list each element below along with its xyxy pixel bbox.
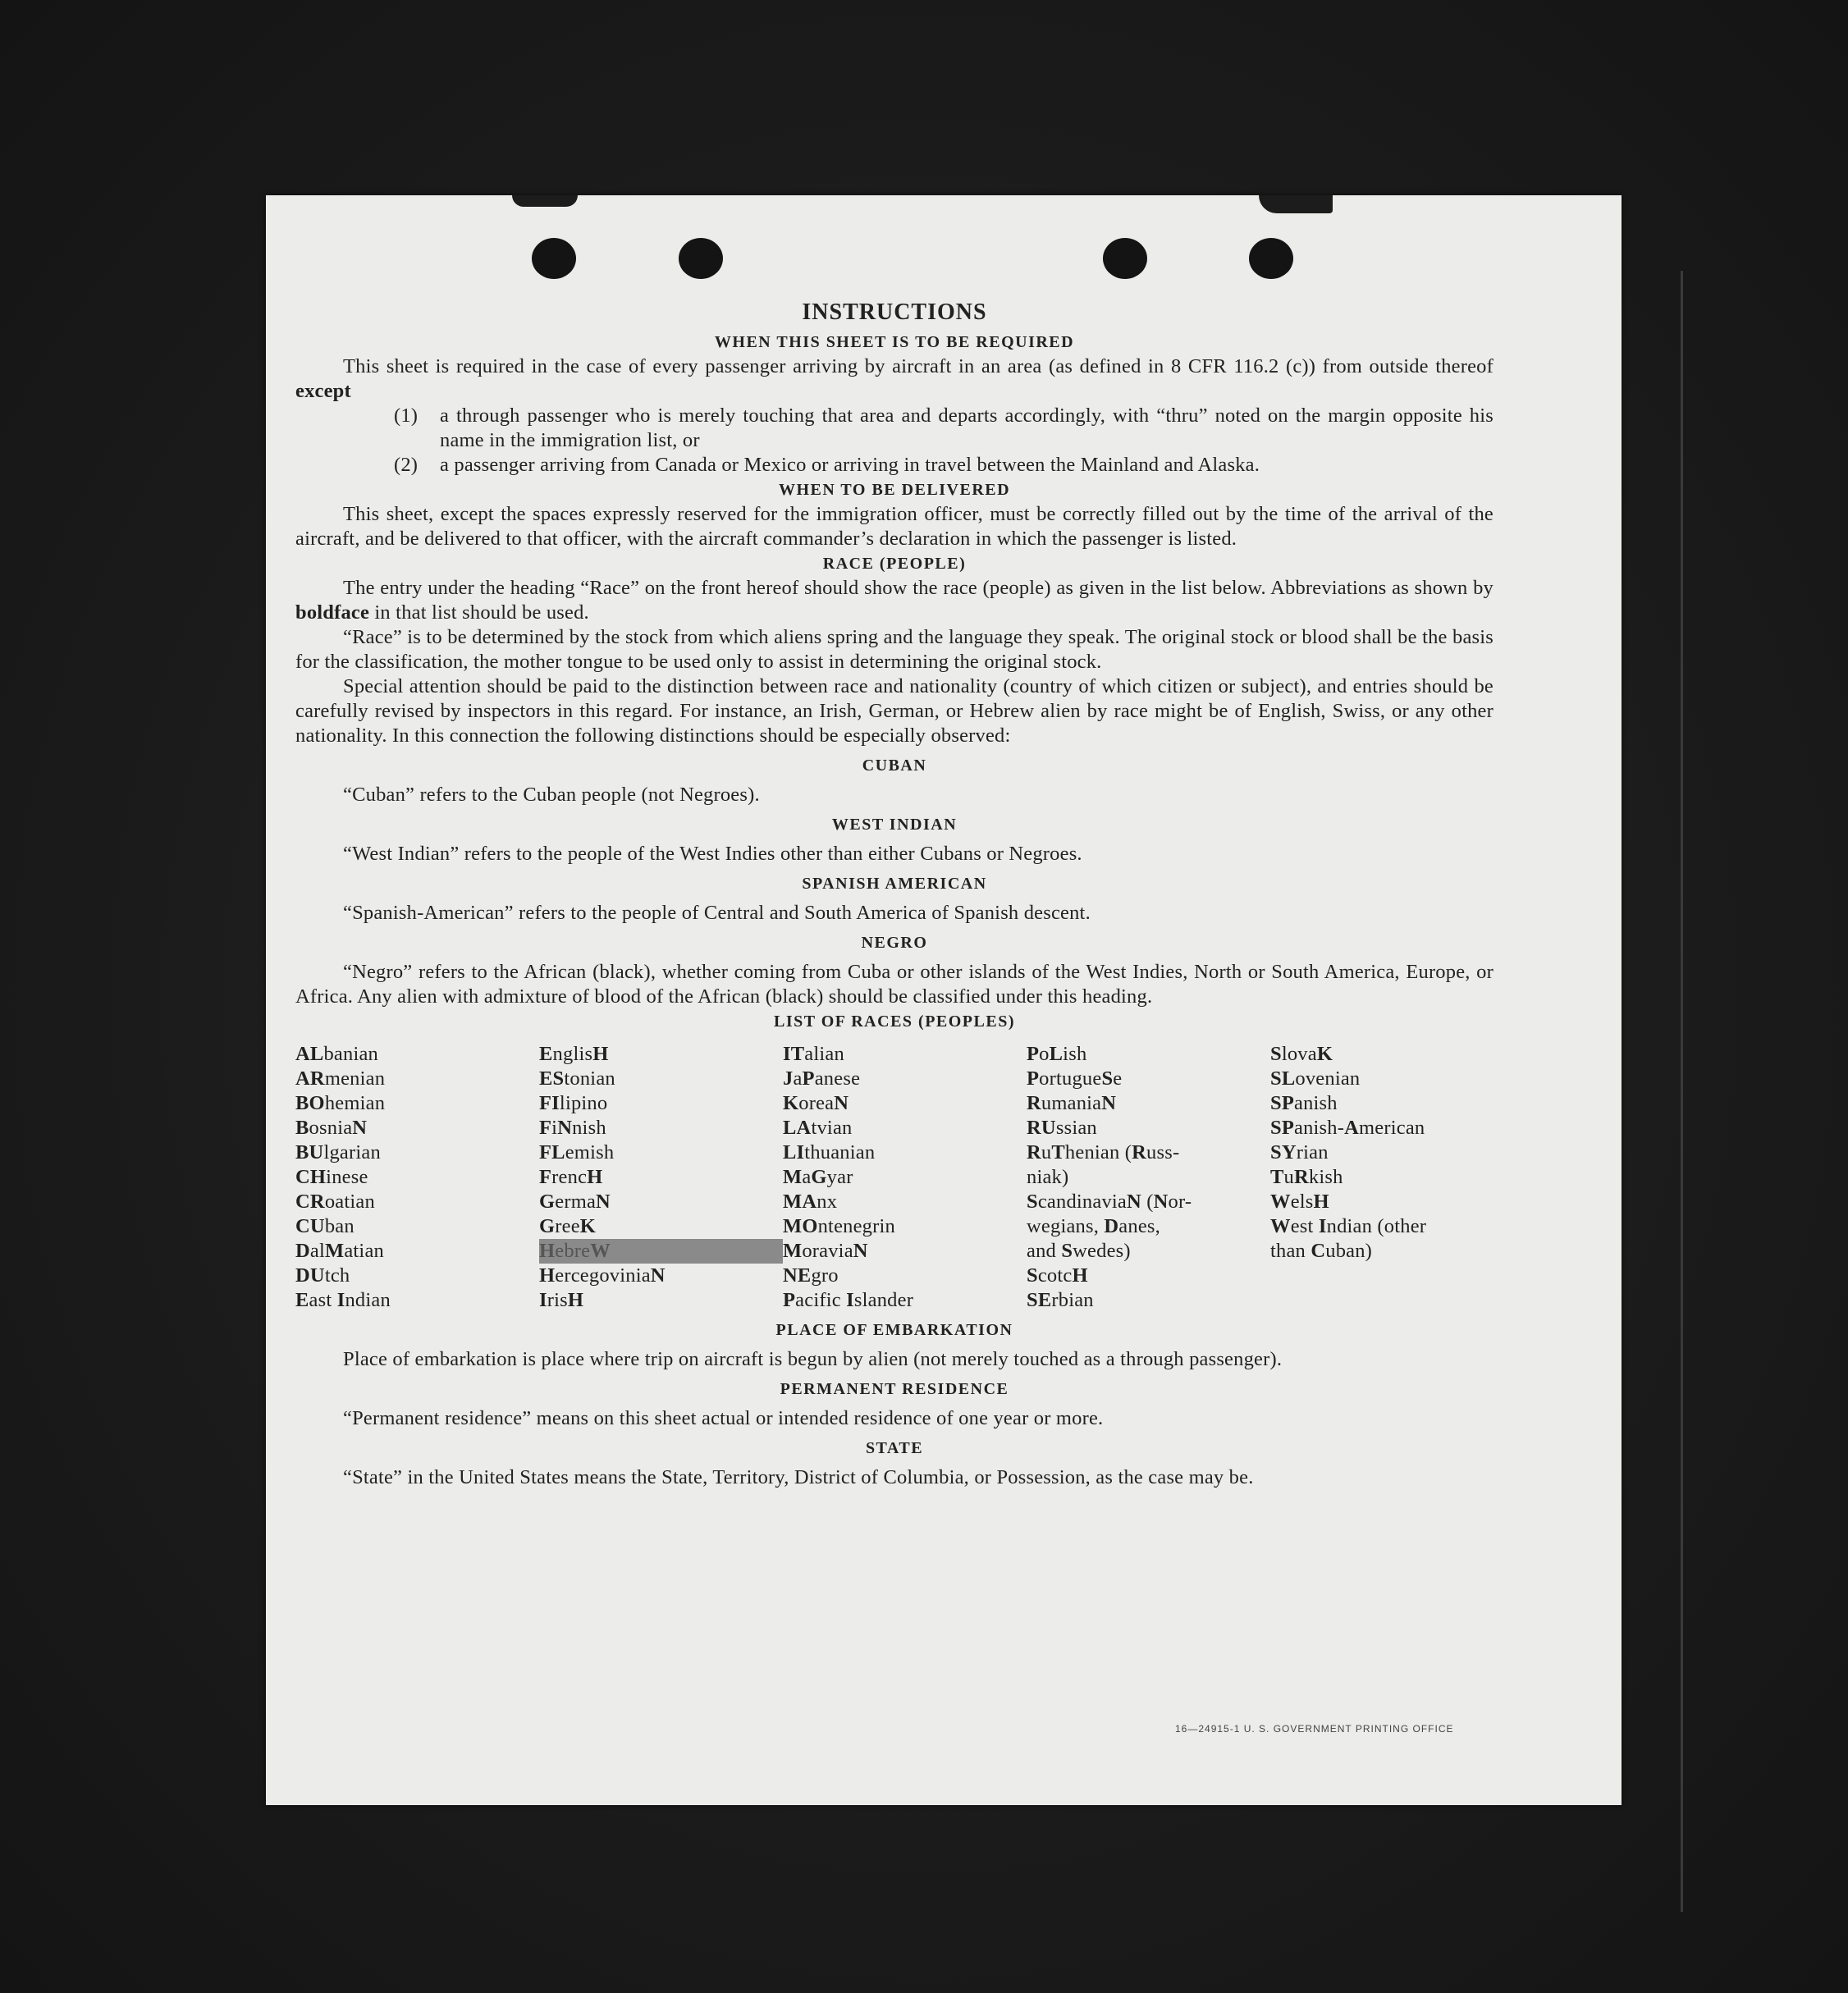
- race-entry: HebreW: [539, 1239, 783, 1264]
- race-entry: FiNnish: [539, 1117, 606, 1139]
- heading-when-delivered: WHEN TO BE DELIVERED: [778, 481, 1011, 499]
- race-entry: IrisH: [539, 1289, 584, 1311]
- race-entry: MoraviaN: [783, 1240, 868, 1262]
- race-entry: MAnx: [783, 1191, 838, 1213]
- race-entry: SlovaK: [1270, 1043, 1333, 1065]
- text: The entry under the heading “Race” on the front hereof should show the race (people) as given in the list below. Abbreviations as shown by: [343, 577, 1493, 599]
- race-entry: MOntenegrin: [783, 1215, 895, 1237]
- race-entry: GermaN: [539, 1191, 611, 1213]
- paragraph-spanish-american: “Spanish-American” refers to the people of Central and South America of Spanish descent.: [343, 902, 1091, 924]
- race-entry: East Indian: [295, 1289, 391, 1311]
- race-entry: SPanish-American: [1270, 1117, 1425, 1139]
- race-entry: BOhemian: [295, 1092, 386, 1114]
- punch-hole: [1103, 238, 1147, 279]
- race-entry: MaGyar: [783, 1166, 853, 1188]
- race-entry: PoLish: [1027, 1043, 1087, 1065]
- paragraph-west-indian: “West Indian” refers to the people of the West Indies other than either Cubans or Negroes.: [343, 843, 1082, 865]
- race-entry: RUssian: [1027, 1117, 1097, 1139]
- heading-race: RACE (PEOPLE): [822, 555, 967, 573]
- race-entry: ScandinaviaN (Nor- wegians, Danes, and Swedes): [1027, 1191, 1192, 1262]
- race-entry: BUlgarian: [295, 1141, 381, 1163]
- race-entry: HercegoviniaN: [539, 1264, 666, 1287]
- print-code: 16—24915-1 U. S. GOVERNMENT PRINTING OFFICE: [1175, 1723, 1454, 1735]
- race-entry: FIlipino: [539, 1092, 608, 1114]
- item-number: (1): [394, 405, 419, 427]
- bold-text: except: [295, 380, 351, 402]
- race-entry: ALbanian: [295, 1043, 378, 1065]
- heading-negro: NEGRO: [861, 934, 928, 952]
- paragraph-when-required: [295, 354, 1493, 404]
- race-entry: KoreaN: [783, 1092, 849, 1114]
- page-title: INSTRUCTIONS: [802, 299, 987, 325]
- scan-edge-line: [1681, 271, 1683, 1912]
- race-entry: ITalian: [783, 1043, 844, 1065]
- race-entry: LIthuanian: [783, 1141, 876, 1163]
- paper-tear: [1259, 195, 1333, 213]
- races-list: [295, 1042, 1493, 1313]
- race-entry: NEgro: [783, 1264, 839, 1287]
- race-entry: DalMatian: [295, 1240, 384, 1262]
- paragraph-race-3: Special attention should be paid to the distinction between race and nationality (country of which citizen or subject), and entries should be carefully revised by inspectors in this regard. For instance, an Irish, German, or Hebrew alien by race might be of English, Swiss, or any other nationality. In this connection the following distinctions should be especially observed:: [295, 675, 1493, 747]
- paragraph-race-2: “Race” is to be determined by the stock from which aliens spring and the language they speak. The original stock or blood shall be the basis for the classification, the mother tongue to be used only to assist in determining the original stock.: [295, 626, 1493, 673]
- race-entry: SLovenian: [1270, 1067, 1361, 1090]
- races-column: [1027, 1042, 1270, 1313]
- race-entry: CHinese: [295, 1166, 368, 1188]
- race-entry: RuThenian (Russ- niak): [1027, 1141, 1180, 1188]
- item-number: (2): [394, 454, 419, 476]
- race-entry: CRoatian: [295, 1191, 375, 1213]
- heading-list-of-races: LIST OF RACES (PEOPLES): [773, 1012, 1015, 1031]
- document-page: [266, 195, 1622, 1805]
- bold-text: boldface: [295, 601, 370, 624]
- paragraph-cuban: “Cuban” refers to the Cuban people (not Negroes).: [343, 784, 760, 806]
- paragraph-race-1: [295, 576, 1493, 625]
- paragraph-negro: “Negro” refers to the African (black), whether coming from Cuba or other islands of the West Indies, North or South America, Europe, or Africa. Any alien with admixture of blood of the African (black) should be classified under this heading.: [295, 961, 1493, 1008]
- heading-embarkation: PLACE OF EMBARKATION: [775, 1321, 1013, 1339]
- paper-tear: [512, 195, 578, 207]
- race-entry: PortugueSe: [1027, 1067, 1123, 1090]
- item-text: a passenger arriving from Canada or Mexico or arriving in travel between the Mainland and Alaska.: [440, 454, 1260, 476]
- punch-hole: [679, 238, 723, 279]
- heading-west-indian: WEST INDIAN: [831, 816, 958, 834]
- paragraph-embarkation: Place of embarkation is place where trip on aircraft is begun by alien (not merely touched as a through passenger).: [343, 1348, 1283, 1370]
- race-entry: WelsH: [1270, 1191, 1329, 1213]
- race-entry: BosniaN: [295, 1117, 368, 1139]
- race-entry: EnglisH: [539, 1043, 609, 1065]
- race-entry: FLemish: [539, 1141, 615, 1163]
- heading-when-required: WHEN THIS SHEET IS TO BE REQUIRED: [714, 333, 1075, 351]
- races-column: [1270, 1042, 1493, 1313]
- list-item: [295, 404, 1493, 453]
- race-entry: TuRkish: [1270, 1166, 1343, 1188]
- race-entry: CUban: [295, 1215, 355, 1237]
- races-column: [539, 1042, 783, 1313]
- race-entry: SYrian: [1270, 1141, 1329, 1163]
- punch-hole: [1249, 238, 1293, 279]
- paragraph-when-delivered: This sheet, except the spaces expressly reserved for the immigration officer, must be correctly filled out by the time of the arrival of the aircraft, and be delivered to that officer, with the aircraft commander’s declaration in which the passenger is listed.: [295, 503, 1493, 550]
- text: This sheet is required in the case of every passenger arriving by aircraft in an area (as defined in 8 CFR 116.2 (c)) from outside thereof: [343, 355, 1493, 377]
- race-entry: EStonian: [539, 1067, 615, 1090]
- race-entry: DUtch: [295, 1264, 350, 1287]
- race-entry: GreeK: [539, 1215, 597, 1237]
- paragraph-permanent-residence: “Permanent residence” means on this sheet actual or intended residence of one year or more.: [343, 1407, 1104, 1429]
- races-column: [783, 1042, 1027, 1313]
- race-entry: ARmenian: [295, 1067, 386, 1090]
- list-item: [295, 453, 1493, 478]
- instructions-content: [295, 300, 1493, 1490]
- heading-state: STATE: [865, 1439, 924, 1457]
- race-entry: SPanish: [1270, 1092, 1338, 1114]
- heading-permanent-residence: PERMANENT RESIDENCE: [780, 1380, 1009, 1398]
- race-entry: SErbian: [1027, 1289, 1094, 1311]
- race-entry: ScotcH: [1027, 1264, 1088, 1287]
- punch-hole: [532, 238, 576, 279]
- race-entry: JaPanese: [783, 1067, 861, 1090]
- race-entry: West Indian (other than Cuban): [1270, 1215, 1427, 1262]
- heading-cuban: CUBAN: [862, 757, 927, 775]
- text: in that list should be used.: [369, 601, 589, 624]
- item-text: a through passenger who is merely touching that area and departs accordingly, with “thru” noted on the margin opposite his name in the immigration list, or: [440, 405, 1493, 451]
- races-column: [295, 1042, 539, 1313]
- paragraph-state: “State” in the United States means the State, Territory, District of Columbia, or Possession, as the case may be.: [343, 1466, 1254, 1488]
- race-entry: RumaniaN: [1027, 1092, 1117, 1114]
- heading-spanish-american: SPANISH AMERICAN: [802, 875, 987, 893]
- race-entry: LAtvian: [783, 1117, 853, 1139]
- race-entry: Pacific Islander: [783, 1289, 914, 1311]
- race-entry: FrencH: [539, 1166, 603, 1188]
